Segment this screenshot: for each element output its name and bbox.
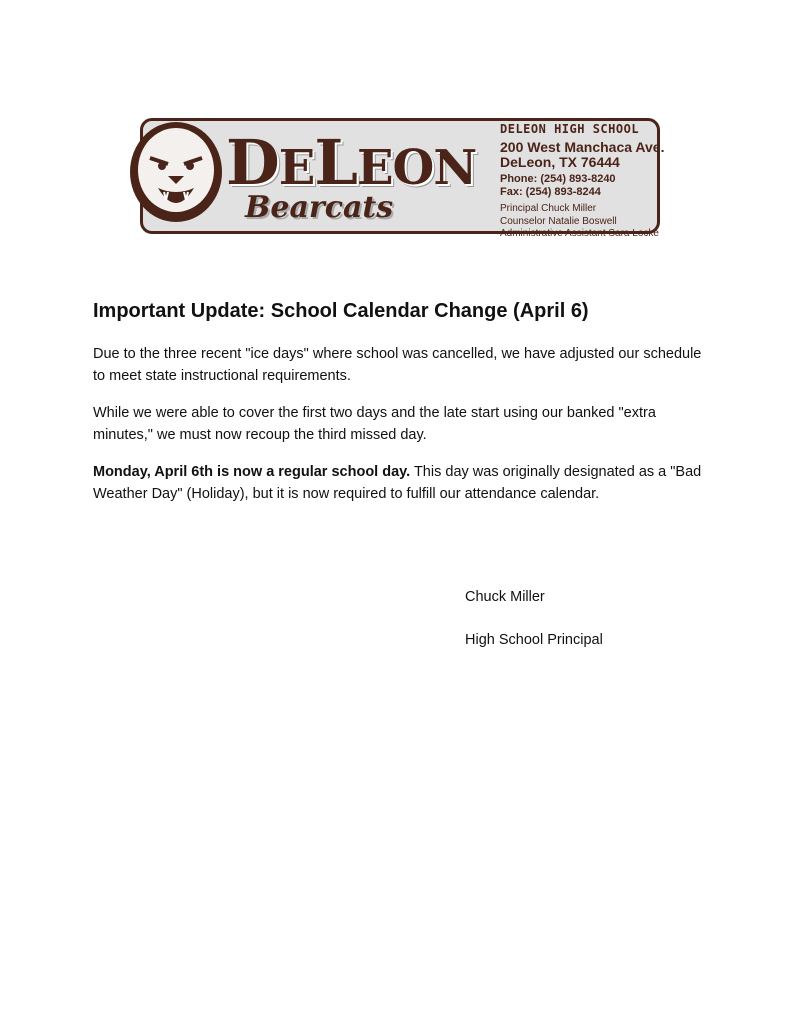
bearcat-mascot-logo [128,120,224,224]
staff-principal: Principal Chuck Miller [500,203,597,214]
staff-counselor: Counselor Natalie Boswell [500,215,617,227]
signature-role: High School Principal [465,632,603,648]
paragraph-1: Due to the three recent "ice days" where school was cancelled, we have adjusted our schedule to meet state instructional requirements. [93,346,702,384]
signature-name: Chuck Miller [465,589,545,605]
address-line-2: DeLeon, TX 76444 [500,154,620,170]
staff-list [500,203,664,241]
fax: Fax: (254) 893-8244 [500,186,601,198]
paragraph-2: While we were able to cover the first two days and the late start using our banked "extra minutes," we must now recoup the third missed day. [93,405,656,443]
address-line-1: 200 West Manchaca Ave. [500,139,665,155]
school-name: DELEON HIGH SCHOOL [500,122,640,136]
phone: Phone: (254) 893-8240 [500,173,616,185]
brand-logo-text: DELEON [226,126,477,199]
paragraph-3-text: This day was originally designated as a "Bad Weather Day" (Holiday), but it is now required to fulfill our attendance calendar. [93,464,702,502]
paragraph-3-emphasis: Monday, April 6th is now a regular school day. [93,464,411,480]
paragraph-3 [93,461,713,505]
mascot-logo-text: Bearcats [245,190,394,225]
staff-assistant: Administrative Assistant Sara Locke [500,228,659,239]
document-title: Important Update: School Calendar Change (April 6) [93,300,589,322]
school-contact-info [500,122,664,241]
